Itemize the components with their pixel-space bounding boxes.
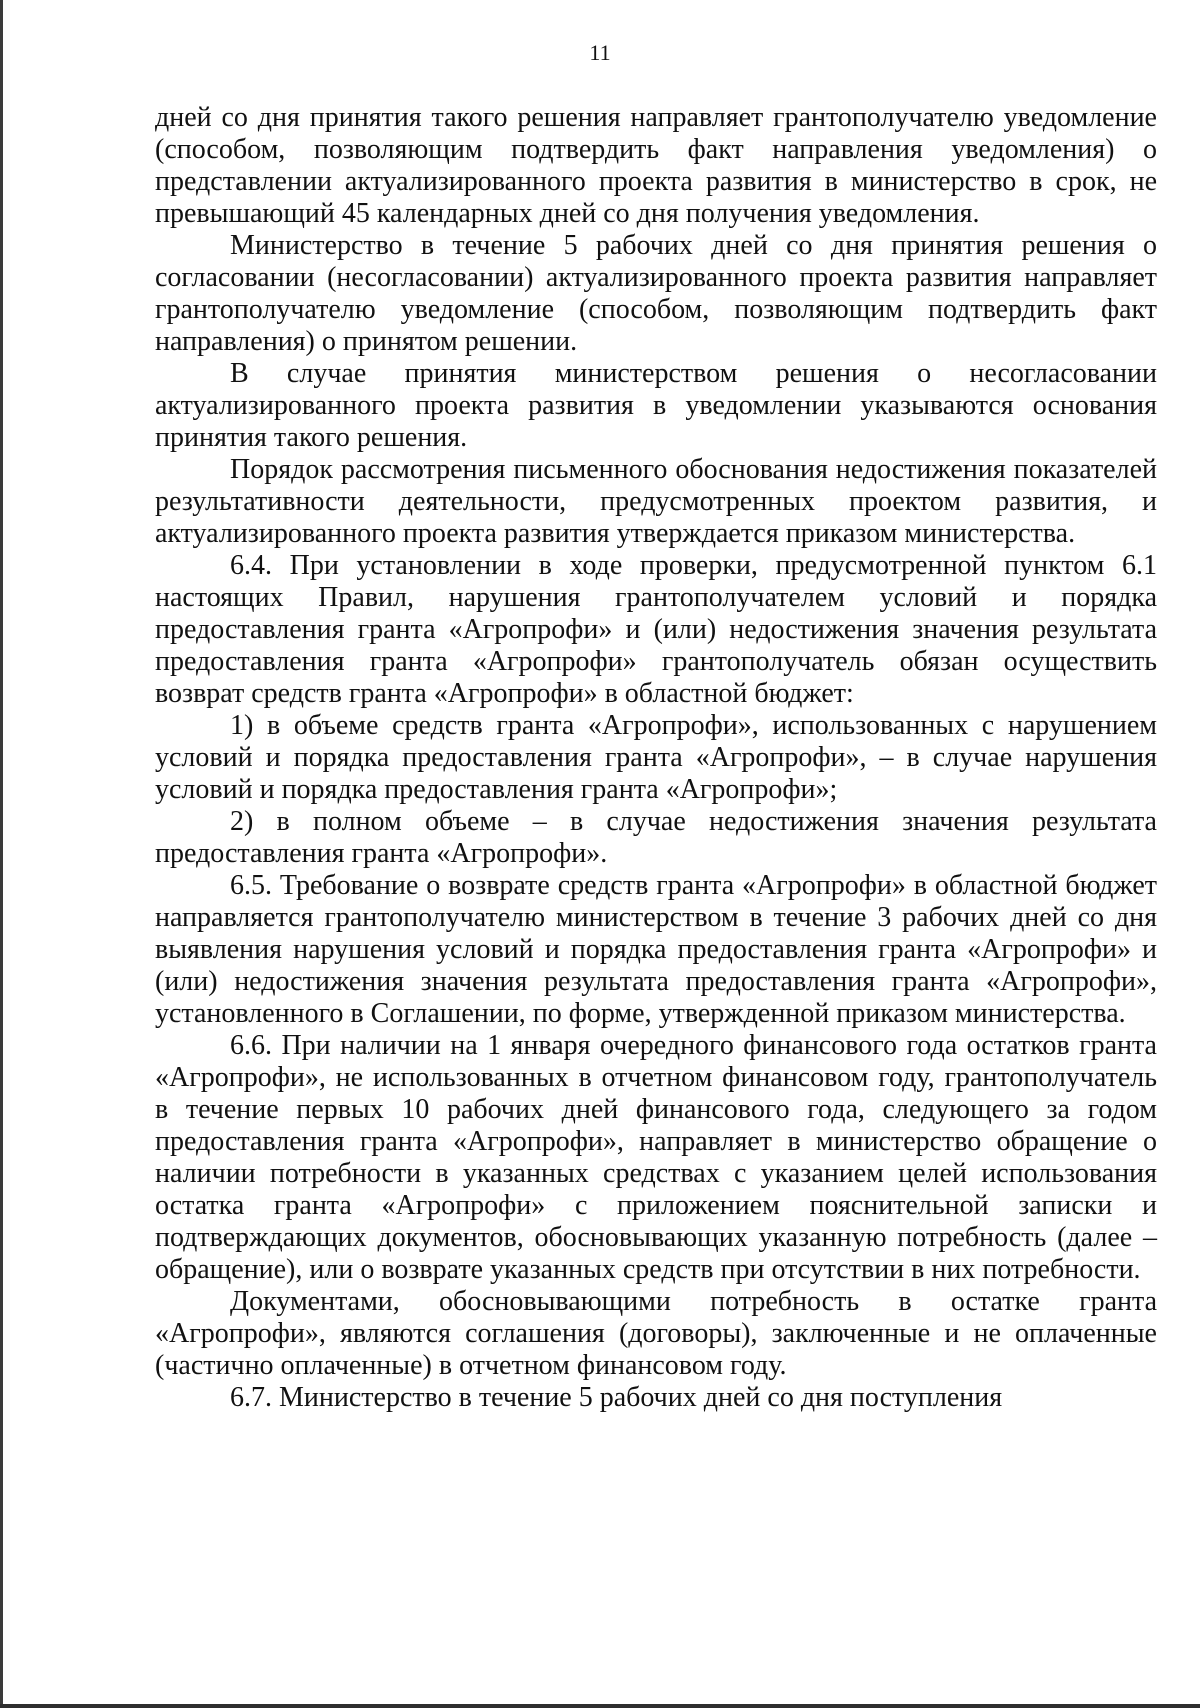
paragraph-6-4-item-1: 1) в объеме средств гранта «Агропрофи», использованных с нарушением условий и порядка предоставления гранта «Агропрофи», – в случае нарушения условий и порядка предоставления гранта «Агропрофи»; — [155, 710, 1157, 805]
document-body — [155, 102, 1157, 1414]
paragraph-review-procedure: Порядок рассмотрения письменного обоснования недостижения показателей результативности деятельности, предусмотренных проектом развития, и актуализированного проекта развития утверждается приказом министерства. — [155, 454, 1157, 549]
paragraph-continuation: дней со дня принятия такого решения направляет грантополучателю уведомление (способом, позволяющим подтвердить факт направления уведомления) о представлении актуализированного проекта развития в министерство в срок, не превышающий 45 календарных дней со дня получения уведомления. — [155, 102, 1157, 229]
paragraph-6-4: 6.4. При установлении в ходе проверки, предусмотренной пунктом 6.1 настоящих Правил, нарушения грантополучателем условий и порядка предоставления гранта «Агропрофи» и (или) недостижения значения результата предоставления гранта «Агропрофи» грантополучатель обязан осуществить возврат средств гранта «Агропрофи» в областной бюджет: — [155, 550, 1157, 709]
page-number: 11 — [589, 40, 611, 65]
paragraph-6-7: 6.7. Министерство в течение 5 рабочих дней со дня поступления — [230, 1382, 1003, 1413]
scan-edge-left — [0, 0, 3, 1708]
scan-edge-bottom — [0, 1704, 1200, 1708]
paragraph-6-4-item-2: 2) в полном объеме – в случае недостижения значения результата предоставления гранта «Агропрофи». — [155, 806, 1157, 869]
paragraph-6-5: 6.5. Требование о возврате средств гранта «Агропрофи» в областной бюджет направляется грантополучателю министерством в течение 3 рабочих дней со дня выявления нарушения условий и порядка предоставления гранта «Агропрофи» и (или) недостижения значения результата предоставления гранта «Агропрофи», установленного в Соглашении, по форме, утвержденной приказом министерства. — [155, 870, 1157, 1029]
paragraph-supporting-documents: Документами, обосновывающими потребность в остатке гранта «Агропрофи», являются соглашения (договоры), заключенные и не оплаченные (частично оплаченные) в отчетном финансовом году. — [155, 1286, 1157, 1381]
paragraph-rejection-grounds: В случае принятия министерством решения о несогласовании актуализированного проекта развития в уведомлении указываются основания принятия такого решения. — [155, 358, 1157, 453]
paragraph-approval-notice: Министерство в течение 5 рабочих дней со дня принятия решения о согласовании (несогласовании) актуализированного проекта развития направляет грантополучателю уведомление (способом, позволяющим подтвердить факт направления) о принятом решении. — [155, 230, 1157, 357]
paragraph-6-6: 6.6. При наличии на 1 января очередного финансового года остатков гранта «Агропрофи», не использованных в отчетном финансовом году, грантополучатель в течение первых 10 рабочих дней финансового года, следующего за годом предоставления гранта «Агропрофи», направляет в министерство обращение о наличии потребности в указанных средствах с указанием целей использования остатка гранта «Агропрофи» с приложением пояснительной записки и подтверждающих документов, обосновывающих указанную потребность (далее – обращение), или о возврате указанных средств при отсутствии в них потребности. — [155, 1030, 1157, 1285]
